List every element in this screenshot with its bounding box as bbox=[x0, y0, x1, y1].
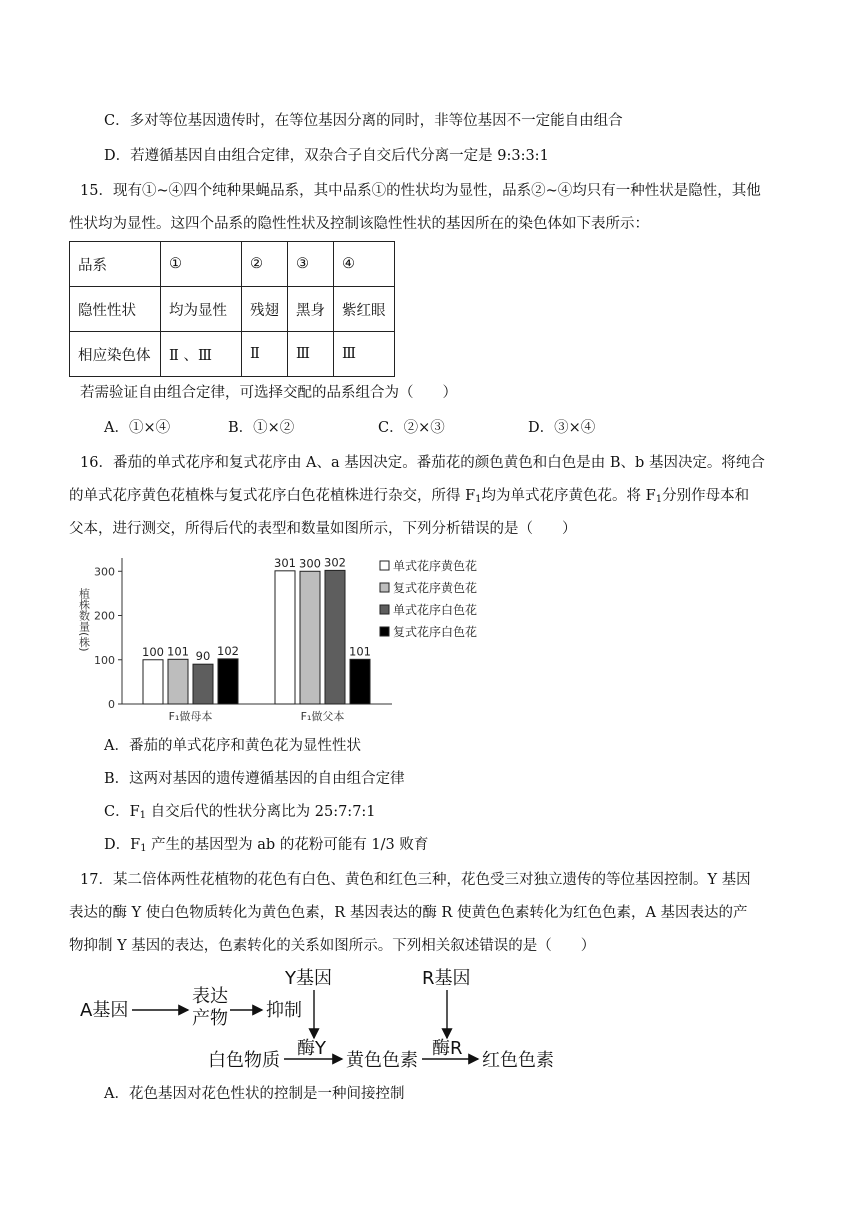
y-tick-label: 300 bbox=[94, 565, 115, 579]
bar bbox=[168, 659, 188, 704]
table-cell: 黑身 bbox=[288, 287, 334, 332]
express-label-1: 表达 bbox=[192, 986, 228, 1007]
table-cell: ② bbox=[242, 242, 288, 287]
q16-option-a: A．番茄的单式花序和黄色花为显性性状 bbox=[104, 738, 361, 754]
q16-bar-chart bbox=[70, 558, 510, 728]
table-cell: ③ bbox=[288, 242, 334, 287]
table-cell: Ⅲ bbox=[288, 332, 334, 377]
bar bbox=[218, 659, 238, 704]
legend-label: 复式花序白色花 bbox=[393, 625, 478, 639]
q15-choice-b: B．①×② bbox=[228, 420, 295, 436]
bar-value-label: 102 bbox=[217, 643, 239, 658]
q15-strain-table bbox=[69, 241, 395, 377]
q16-text: 的单式花序黄色花植株与复式花序白色花植株进行杂交，所得 F bbox=[69, 488, 476, 504]
yellow-pigment-label: 黄色色素 bbox=[346, 1050, 418, 1071]
white-substance-label: 白色物质 bbox=[208, 1050, 280, 1071]
table-cell: 隐性性状 bbox=[70, 287, 161, 332]
y-gene-label: Y基因 bbox=[285, 968, 332, 989]
q16-text: 均为单式花序黄色花。将 F bbox=[481, 488, 656, 504]
table-row bbox=[70, 242, 395, 287]
enzyme-r-label: 酶R bbox=[432, 1038, 463, 1059]
category-label: F₁做母本 bbox=[168, 710, 213, 723]
q16-text: D．F bbox=[104, 837, 141, 853]
y-tick-label: 100 bbox=[94, 653, 115, 667]
bar-value-label: 100 bbox=[142, 644, 164, 659]
y-tick-label: 200 bbox=[94, 609, 115, 623]
q16-text: 自交后代的性状分离比为 25:7:7:1 bbox=[146, 804, 376, 820]
q17-stem-line3: 物抑制 Y 基因的表达，色素转化的关系如图所示。下列相关叙述错误的是（ ） bbox=[69, 938, 596, 954]
table-row bbox=[70, 332, 395, 377]
subscript: 1 bbox=[475, 494, 482, 505]
bar-value-label: 101 bbox=[167, 644, 189, 659]
table-cell: 紫红眼 bbox=[334, 287, 395, 332]
table-cell: 残翅 bbox=[242, 287, 288, 332]
q17-stem-line1: 17．某二倍体两性花植物的花色有白色、黄色和红色三种，花色受三对独立遗传的等位基因控制。Y 基因 bbox=[80, 872, 751, 888]
a-gene-label: A基因 bbox=[80, 1000, 129, 1021]
legend-swatch bbox=[380, 605, 389, 614]
q16-text: 分别作母本和 bbox=[662, 488, 750, 504]
bar bbox=[275, 571, 295, 704]
q15-stem-line1: 15．现有①~④四个纯种果蝇品系，其中品系①的性状均为显性，品系②~④均只有一种性状是隐性，其他 bbox=[80, 183, 761, 199]
bar bbox=[143, 660, 163, 704]
bar bbox=[193, 664, 213, 704]
q15-choice-d: D．③×④ bbox=[528, 420, 596, 436]
q15-question: 若需验证自由组合定律，可选择交配的品系组合为（ ） bbox=[80, 385, 457, 401]
legend-label: 单式花序白色花 bbox=[393, 603, 478, 617]
inhibit-label: 抑制 bbox=[266, 1000, 302, 1021]
table-cell: Ⅱ 、Ⅲ bbox=[161, 332, 242, 377]
bar-value-label: 301 bbox=[274, 558, 296, 570]
bar bbox=[325, 570, 345, 704]
q16-option-c bbox=[104, 802, 376, 826]
q14-option-d: D．若遵循基因自由组合定律，双杂合子自交后代分离一定是 9:3:3:1 bbox=[104, 148, 549, 164]
q16-option-b: B．这两对基因的遗传遵循基因的自由组合定律 bbox=[104, 771, 405, 787]
r-gene-label: R基因 bbox=[422, 968, 471, 989]
q16-stem-line2 bbox=[69, 486, 749, 510]
red-pigment-label: 红色色素 bbox=[482, 1050, 554, 1071]
legend-swatch bbox=[380, 561, 389, 570]
q17-stem-line2: 表达的酶 Y 使白色物质转化为黄色色素，R 基因表达的酶 R 使黄色色素转化为红色色素，A 基因表达的产 bbox=[69, 905, 748, 921]
bar bbox=[350, 659, 370, 704]
bar-value-label: 90 bbox=[195, 649, 211, 664]
table-row bbox=[70, 287, 395, 332]
legend-label: 复式花序黄色花 bbox=[393, 581, 478, 595]
table-cell: ① bbox=[161, 242, 242, 287]
table-cell: Ⅲ bbox=[334, 332, 395, 377]
bar-value-label: 101 bbox=[349, 644, 371, 659]
q15-choice-c: C．②×③ bbox=[378, 420, 445, 436]
y-tick-label: 0 bbox=[108, 698, 115, 711]
bar bbox=[300, 571, 320, 704]
q17-option-a: A．花色基因对花色性状的控制是一种间接控制 bbox=[104, 1086, 405, 1102]
enzyme-y-label: 酶Y bbox=[297, 1038, 326, 1059]
q14-option-c: C．多对等位基因遗传时，在等位基因分离的同时，非等位基因不一定能自由组合 bbox=[104, 113, 623, 129]
y-axis-label: 植株数量(株) bbox=[77, 588, 91, 652]
q16-stem-line3: 父本，进行测交，所得后代的表型和数量如图所示，下列分析错误的是（ ） bbox=[69, 521, 577, 537]
table-cell: 均为显性 bbox=[161, 287, 242, 332]
subscript: 1 bbox=[655, 494, 663, 505]
q16-stem-line1: 16．番茄的单式花序和复式花序由 A、a 基因决定。番茄花的颜色黄色和白色是由 B、b 基因决定。将纯合 bbox=[80, 455, 765, 471]
subscript: 1 bbox=[140, 843, 147, 854]
legend-swatch bbox=[380, 627, 389, 636]
category-label: F₁做父本 bbox=[300, 710, 345, 723]
table-cell: 相应染色体 bbox=[70, 332, 161, 377]
table-cell: ④ bbox=[334, 242, 395, 287]
table-cell: 品系 bbox=[70, 242, 161, 287]
q16-text: 产生的基因型为 ab 的花粉可能有 1/3 败育 bbox=[146, 837, 429, 853]
q16-text: C．F bbox=[104, 804, 140, 820]
q15-choice-a: A．①×④ bbox=[104, 420, 171, 436]
q15-stem-line2: 性状均为显性。这四个品系的隐性性状及控制该隐性性状的基因所在的染色体如下表所示： bbox=[69, 216, 649, 232]
q16-option-d bbox=[104, 835, 428, 859]
bar-value-label: 302 bbox=[324, 558, 346, 570]
legend-label: 单式花序黄色花 bbox=[393, 559, 478, 573]
q17-pathway-diagram bbox=[80, 966, 600, 1076]
subscript: 1 bbox=[139, 810, 147, 821]
legend-swatch bbox=[380, 583, 389, 592]
express-label-2: 产物 bbox=[192, 1008, 228, 1029]
bar-value-label: 300 bbox=[299, 558, 321, 571]
table-cell: Ⅱ bbox=[242, 332, 288, 377]
